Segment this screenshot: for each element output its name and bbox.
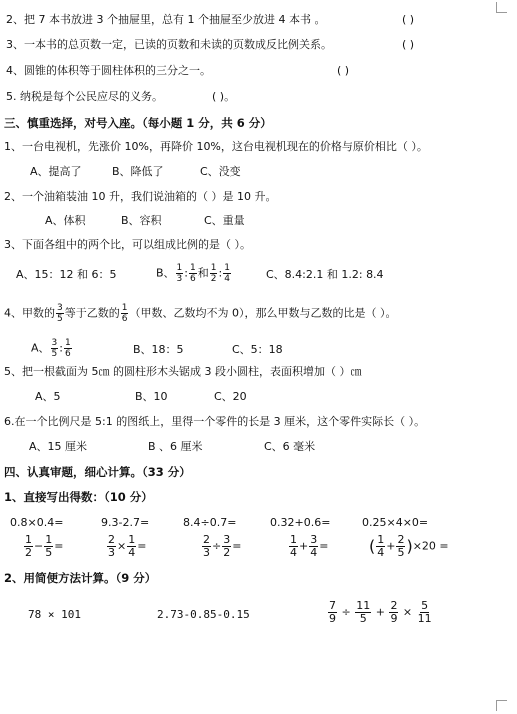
choice-question-5: 5、把一根截面为 5㎝ 的圆柱形木头锯成 3 段小圆柱，表面积增加（ ）㎝ [4, 365, 362, 378]
corner-mark-bottom-right [496, 700, 507, 711]
choice-question-2: 2、一个油箱装油 10 升，我们说油箱的（ ）是 10 升。 [4, 190, 277, 203]
choice-option-4c[interactable]: C、5：18 [232, 343, 283, 356]
fraction-three-fifths: $\frac{3}{5}$ [57, 303, 63, 324]
choice-option-1c[interactable]: C、没变 [200, 165, 241, 178]
fraction-three-fifths-b: $\frac{3}{5}$ [51, 338, 58, 359]
choice-option-5c[interactable]: C、20 [214, 390, 247, 403]
choice-option-1a[interactable]: A、提高了 [30, 165, 82, 178]
oral-calc-7: $\frac{2}{3}$ × $\frac{1}{4}$ = [108, 533, 147, 559]
choice-option-6c[interactable]: C、6 毫米 [264, 440, 316, 453]
oral-calc-4: 0.32+0.6= [270, 516, 331, 529]
choice-option-6b[interactable]: B 、6 厘米 [148, 440, 203, 453]
choice-option-4a[interactable]: A、 $\frac{3}{5}$ : $\frac{1}{6}$ [31, 338, 71, 359]
oral-calc-9: $\frac{1}{4}$ + $\frac{3}{4}$ = [290, 533, 329, 559]
choice-option-6a[interactable]: A、15 厘米 [29, 440, 88, 453]
choice-option-5a[interactable]: A、5 [35, 390, 61, 403]
choice-option-3c[interactable]: C、8.4:2.1 和 1.2: 8.4 [266, 268, 384, 281]
judge-answer-blank-2[interactable]: ( ) [402, 13, 415, 26]
fraction-one-fourth: $\frac{1}{4}$ [224, 263, 230, 284]
simplify-problem-1: 78 × 101 [28, 608, 81, 621]
section-3-header: 三、慎重选择，对号入座。（每小题 1 分，共 6 分） [4, 116, 272, 130]
judge-question-5: 5. 纳税是每个公民应尽的义务。 [6, 90, 163, 103]
choice-option-5b[interactable]: B、10 [135, 390, 168, 403]
choice-option-4b[interactable]: B、18：5 [133, 343, 184, 356]
oral-calc-3: 8.4÷0.7= [183, 516, 237, 529]
judge-question-2: 2、把 7 本书放进 3 个抽屉里，总有 1 个抽屉至少放进 4 本书 。 [6, 13, 326, 26]
subsection-2-header: 2、用简便方法计算。（9 分） [4, 571, 157, 585]
choice-question-6: 6.在一个比例尺是 5:1 的图纸上，里得一个零件的长是 3 厘米，这个零件实际长（ ）。 [4, 415, 426, 428]
choice-question-3: 3、下面各组中的两个比，可以组成比例的是（ ）。 [4, 238, 251, 251]
choice-option-1b[interactable]: B、降低了 [112, 165, 164, 178]
choice-question-1: 1、一台电视机，先涨价 10%，再降价 10%，这台电视机现在的价格与原价相比（ ）。 [4, 140, 428, 153]
simplify-problem-3: $\frac{7}{9}$ ÷ $\frac{11}{5}$ + $\frac{2}{9}$ × $\frac{5}{11}$ [329, 599, 432, 625]
oral-calc-1: 0.8×0.4= [10, 516, 64, 529]
oral-calc-8: $\frac{2}{3}$ ÷ $\frac{3}{2}$ = [203, 533, 242, 559]
choice-option-3a[interactable]: A、15：12 和 6：5 [16, 268, 117, 281]
choice-option-2a[interactable]: A、体积 [45, 214, 86, 227]
choice-question-4: 4、甲数的 $\frac{3}{5}$ 等于乙数的 $\frac{1}{6}$ （甲数、乙数均不为 0），那么甲数与乙数的比是（ ）。 [4, 303, 397, 324]
fraction-one-sixth: $\frac{1}{6}$ [190, 263, 196, 284]
fraction-one-third: $\frac{1}{3}$ [176, 263, 183, 284]
judge-answer-blank-4[interactable]: ( ) [337, 64, 350, 77]
corner-mark-top-right [496, 2, 507, 13]
fraction-one-half: $\frac{1}{2}$ [210, 263, 217, 284]
judge-answer-blank-3[interactable]: ( ) [402, 38, 415, 51]
subsection-1-header: 1、直接写出得数：（10 分） [4, 490, 153, 504]
oral-calc-2: 9.3-2.7= [101, 516, 150, 529]
fraction-one-sixth-c: $\frac{1}{6}$ [64, 338, 71, 359]
judge-answer-blank-5[interactable]: ( )。 [212, 90, 236, 103]
oral-calc-10: ( $\frac{1}{4}$ + $\frac{2}{5}$ )×20 = [369, 533, 449, 559]
fraction-one-sixth-b: $\frac{1}{6}$ [121, 303, 128, 324]
judge-question-3: 3、一本书的总页数一定，已读的页数和未读的页数成反比例关系。 [6, 38, 332, 51]
choice-option-2c[interactable]: C、重量 [204, 214, 245, 227]
choice-option-3b[interactable]: B、 $\frac{1}{3}$ : $\frac{1}{6}$ 和 $\frac{1}{2}$ : $\frac{1}{4}$ [156, 263, 230, 284]
simplify-problem-2: 2.73-0.85-0.15 [157, 608, 250, 621]
judge-question-4: 4、圆锥的体积等于圆柱体积的三分之一。 [6, 64, 211, 77]
oral-calc-6: $\frac{1}{2}$ − $\frac{1}{5}$ = [25, 533, 64, 559]
section-4-header: 四、认真审题，细心计算。（33 分） [4, 465, 191, 479]
oral-calc-5: 0.25×4×0= [362, 516, 429, 529]
choice-option-2b[interactable]: B、容积 [121, 214, 162, 227]
